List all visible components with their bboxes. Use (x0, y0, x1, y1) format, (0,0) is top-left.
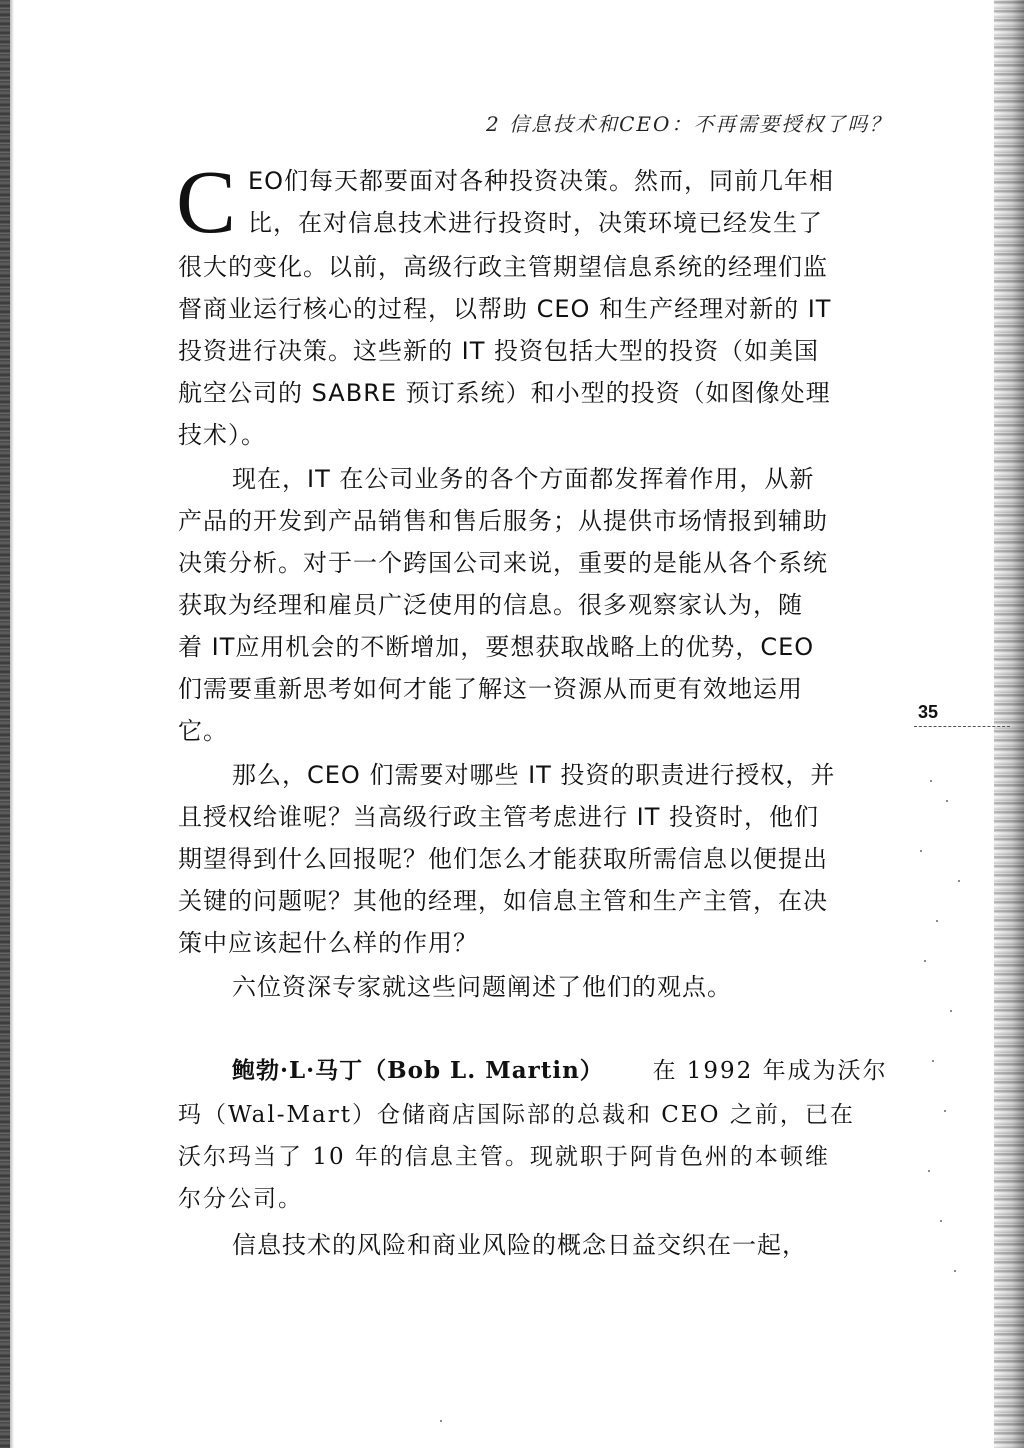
scan-speck (928, 1170, 930, 1172)
scan-speck (940, 1220, 942, 1222)
running-head: 2 信息技术和CEO：不再需要授权了吗？ (486, 112, 892, 136)
scan-left-edge (0, 0, 10, 1448)
scan-speck (954, 1270, 956, 1272)
paragraph-line: 决策分析。对于一个跨国公司来说，重要的是能从各个系统 (178, 549, 828, 577)
paragraph-line: 产品的开发到产品销售和售后服务；从提供市场情报到辅助 (178, 507, 828, 535)
paragraph-line: 期望得到什么回报呢？他们怎么才能获取所需信息以便提出 (178, 845, 828, 873)
paragraph-line: 关键的问题呢？其他的经理，如信息主管和生产主管，在决 (178, 887, 828, 915)
scan-speck (440, 1420, 442, 1422)
bio-line: 尔分公司。 (178, 1186, 303, 1212)
intro-line: 投资进行决策。这些新的 IT 投资包括大型的投资（如美国 (178, 337, 819, 365)
scan-speck (936, 920, 938, 922)
scan-speck (920, 850, 922, 852)
scan-speck (924, 960, 926, 962)
scan-speck (944, 1110, 946, 1112)
bio-line: 玛（Wal-Mart）仓储商店国际部的总裁和 CEO 之前，已在 (178, 1102, 855, 1128)
paragraph-line: 们需要重新思考如何才能了解这一资源从而更有效地运用 (178, 675, 803, 703)
bio-name: 鲍勃·L·马丁（Bob L. Martin） (232, 1057, 604, 1084)
scan-speck (946, 800, 948, 802)
scan-speck (930, 780, 932, 782)
scan-speck (958, 880, 960, 882)
paragraph-line: 它。 (178, 717, 228, 745)
bio-line-first (232, 1056, 888, 1086)
paragraph-line: 现在，IT 在公司业务的各个方面都发挥着作用，从新 (232, 465, 815, 493)
intro-line: 督商业运行核心的过程，以帮助 CEO 和生产经理对新的 IT (178, 295, 832, 323)
paragraph-line: 六位资深专家就这些问题阐述了他们的观点。 (232, 973, 732, 1001)
intro-line: 比，在对信息技术进行投资时，决策环境已经发生了 (248, 209, 823, 237)
paragraph-line: 策中应该起什么样的作用？ (178, 929, 478, 957)
intro-line: 航空公司的 SABRE 预订系统）和小型的投资（如图像处理 (178, 379, 831, 407)
intro-line: 技术）。 (178, 421, 266, 449)
scan-speck (932, 1060, 934, 1062)
bio-text: 在 1992 年成为沃尔 (652, 1058, 888, 1084)
paragraph-line: 且授权给谁呢？当高级行政主管考虑进行 IT 投资时，他们 (178, 803, 819, 831)
page-number: 35 (918, 702, 939, 722)
paragraph-line: 获取为经理和雇员广泛使用的信息。很多观察家认为，随 (178, 591, 803, 619)
scan-right-edge (994, 0, 1024, 1448)
paragraph-line: 信息技术的风险和商业风险的概念日益交织在一起， (232, 1231, 807, 1259)
page-number-rule (914, 726, 1010, 727)
intro-line: 很大的变化。以前，高级行政主管期望信息系统的经理们监 (178, 253, 828, 281)
intro-line: EO们每天都要面对各种投资决策。然而，同前几年相 (248, 167, 835, 195)
scan-speck (950, 1010, 952, 1012)
bio-line: 沃尔玛当了 10 年的信息主管。现就职于阿肯色州的本顿维 (178, 1144, 830, 1170)
drop-cap: C (176, 153, 237, 252)
scan-left-shadow (10, 0, 14, 1448)
paragraph-line: 着 IT应用机会的不断增加，要想获取战略上的优势，CEO (178, 633, 815, 661)
paragraph-line: 那么，CEO 们需要对哪些 IT 投资的职责进行授权，并 (232, 761, 836, 789)
